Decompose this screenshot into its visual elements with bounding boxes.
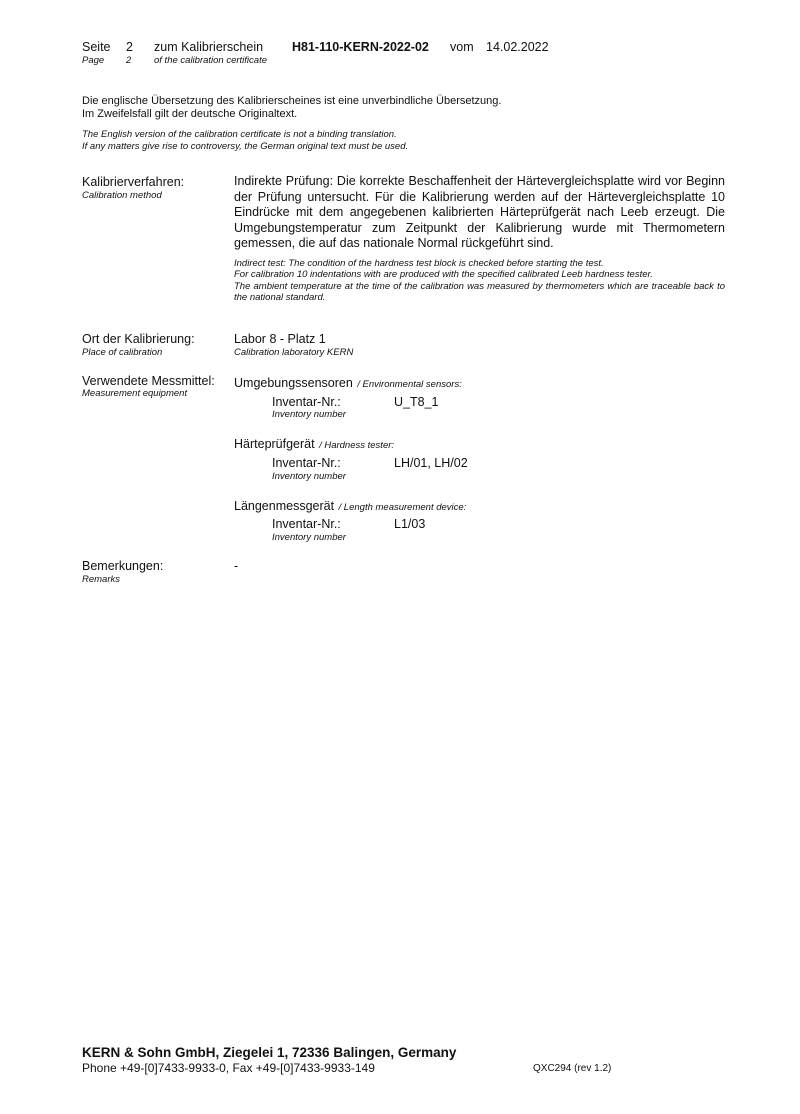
zum-label: zum Kalibrierschein [154,40,264,54]
equipment-group-title: Härteprüfgerät / Hardness tester: [234,437,395,451]
notice-en-line2: If any matters give rise to controversy, the German original text must be used. [82,141,409,152]
inventory-label-en: Inventory number [272,471,346,482]
inventory-label-de: Inventar-Nr.: [272,395,341,409]
vom-label: vom [450,40,474,54]
method-text-en-line1: Indirect test: The condition of the hardness test block is checked before starting the test. [234,258,604,269]
method-text-en-para: The ambient temperature at the time of the calibration was measured by thermometers which are traceable back to the national standard. [234,281,725,304]
inventory-label-en: Inventory number [272,409,346,420]
method-text-en-line2: For calibration 10 indentations with are produced with the specified calibrated Leeb hardness tester. [234,269,653,280]
place-label-de: Ort der Kalibrierung: [82,332,195,346]
remarks-label-de: Bemerkungen: [82,559,164,573]
seite-label: Seite [82,40,111,54]
inventory-label-de: Inventar-Nr.: [272,517,341,531]
place-value-de: Labor 8 - Platz 1 [234,332,326,346]
inventory-value: U_T8_1 [394,395,439,409]
footer-contact: Phone +49-[0]7433-9933-0, Fax +49-[0]7433-9933-149 [82,1061,375,1075]
inventory-value: L1/03 [394,517,426,531]
method-label-en: Calibration method [82,190,162,201]
remarks-value: - [234,559,239,573]
notice-de-line1: Die englische Übersetzung des Kalibrierscheines ist eine unverbindliche Übersetzung. [82,95,502,107]
footer-form-code: QXC294 (rev 1.2) [533,1063,612,1074]
of-label-en: of the calibration certificate [154,55,268,66]
page-number: 2 [126,40,133,54]
equipment-group-title: Umgebungssensoren / Environmental sensors: [234,376,462,390]
remarks-label-en: Remarks [82,574,121,585]
place-value-en: Calibration laboratory KERN [234,347,354,358]
certificate-date: 14.02.2022 [486,40,549,54]
page-label-en: Page [82,55,105,66]
notice-de-line2: Im Zweifelsfall gilt der deutsche Originaltext. [82,108,298,120]
equipment-group-title: Längenmessgerät / Length measurement device: [234,499,467,513]
place-label-en: Place of calibration [82,347,163,358]
certificate-number: H81-110-KERN-2022-02 [292,40,429,54]
page-number-en: 2 [126,55,132,66]
inventory-label-de: Inventar-Nr.: [272,456,341,470]
equipment-label-en: Measurement equipment [82,388,188,399]
method-text-de: Indirekte Prüfung: Die korrekte Beschaffenheit der Härtevergleichsplatte wird vor Beginn der Prüfung untersucht. Für die Kalibrierung werden auf der Härtevergleichsplatte 10 Eindrücke mit dem angegebenen kalibrierten Härteprüfgerät nach Leeb erzeugt. Die Umgebungstemperatur zum Zeitpunkt der Kalibrierung wurde mit Thermometern gemessen, die auf das nationale Normal rückgeführt sind. [234,174,725,251]
notice-en-line1: The English version of the calibration certificate is not a binding translation. [82,129,397,140]
equipment-label-de: Verwendete Messmittel: [82,374,215,388]
inventory-label-en: Inventory number [272,532,346,543]
method-label-de: Kalibrierverfahren: [82,175,185,189]
footer-company: KERN & Sohn GmbH, Ziegelei 1, 72336 Balingen, Germany [82,1045,457,1060]
inventory-value: LH/01, LH/02 [394,456,468,470]
